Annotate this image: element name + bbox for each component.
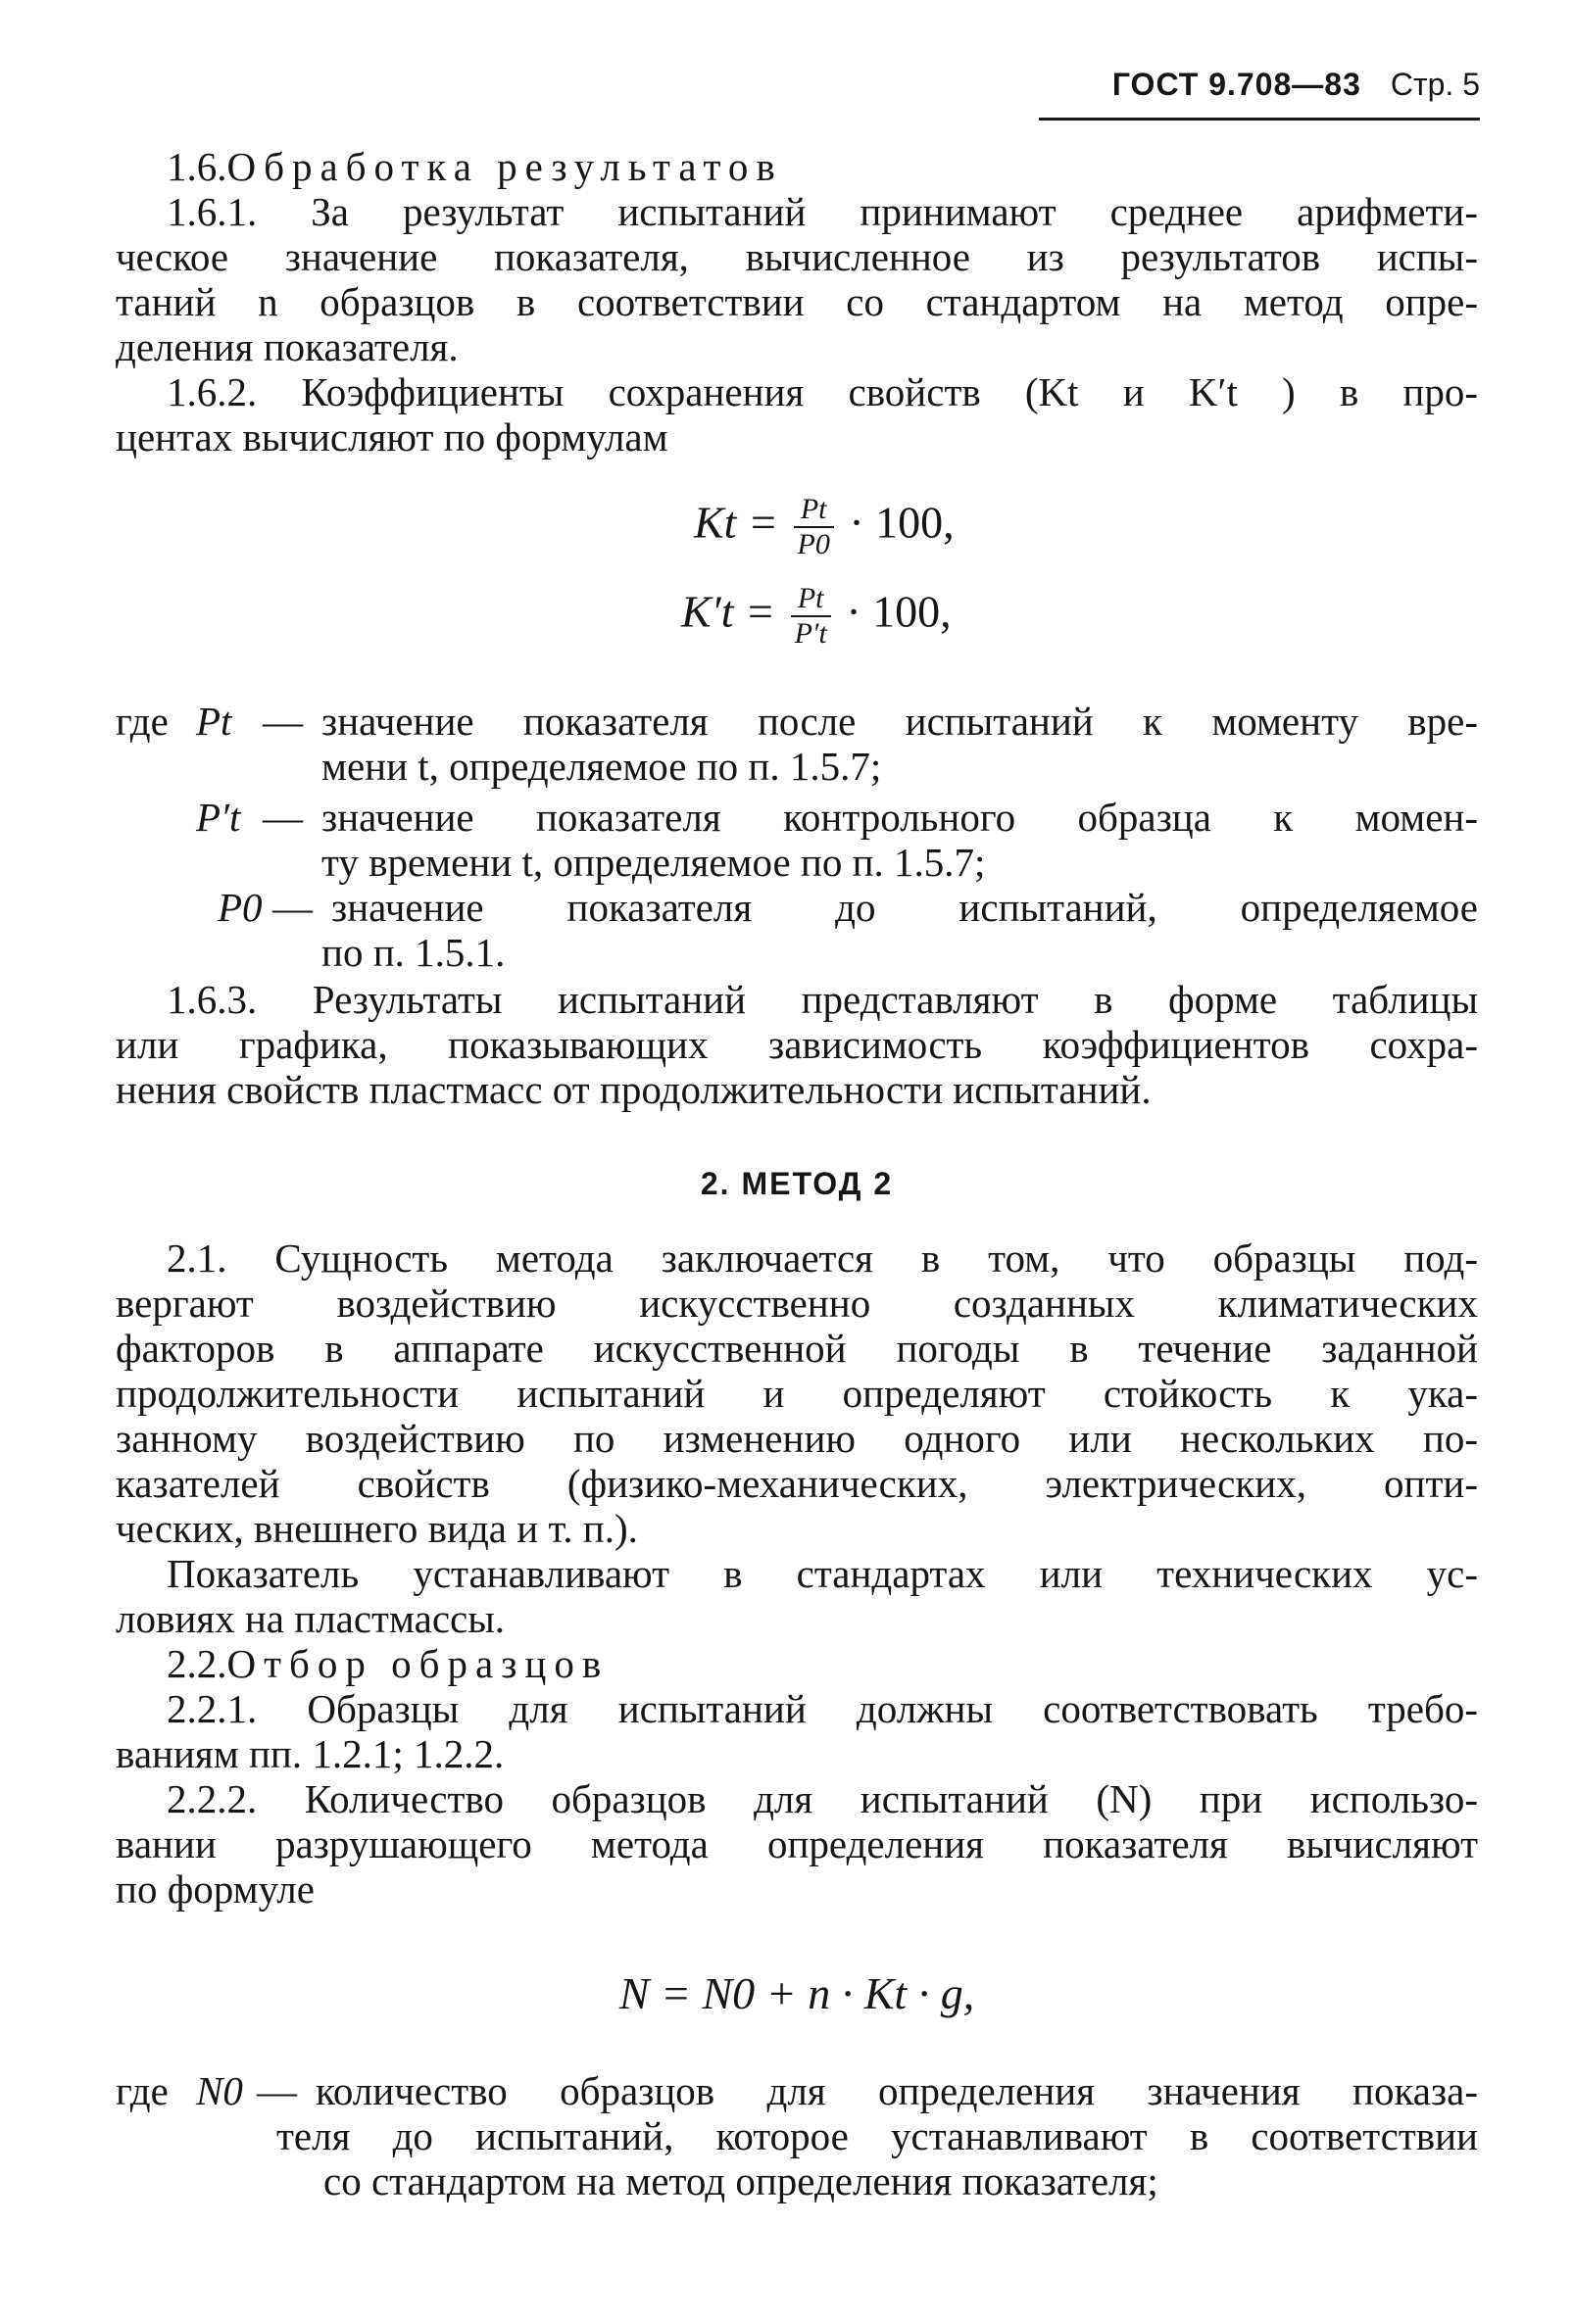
- paragraph-2-1-line: занному воздействию по изменению одного или нескольких по-: [116, 1416, 1478, 1461]
- paragraph-2-1-line: казателей свойств (физико-механических, электрических, опти-: [116, 1461, 1478, 1506]
- formula-n: N = N0 + n · Kt · g,: [618, 1968, 975, 2018]
- document-page: ГОСТ 9.708—83 Стр. 5 1.6.Обработка результатов 1.6.1. За результат испытаний принимают среднее арифмети- ческое значение показателя, вычисленное из результатов испы- таний n образцов в соответствии со стандартом на метод опре- деления показателя. 1.6.2. Коэффициенты сохранения свойств (Kt и K′t ) в про- центах вычисляют по формулам Kt = $\frac{Pt}{P0}$ · 100, K′t = $\frac{Pt}{P't}$ · 100, где Pt — значение показателя после испытаний к моменту вре- мени t, определяемое по п. 1.5.7; P′t — значение показателя контрольного образца к момен- ту времени t, определяемое по п. 1.5.7; P0 — значение показателя до испытаний, определяемое по п. 1.5.1. 1.6.3. Результаты испытаний представляют в форме таблицы или графика, показывающих зависимость коэффициентов сохра- нения свойств пластмасс от продолжительности испытаний. 2. МЕТОД 2 2.1. Сущность метода заключается в том, что образцы под- вергают воздействию искусственно созданных климатических факторов в аппарате искусственной погоды в течение заданной продолжительности испытаний и определяют стойкость к ука- занному воздействию по изменению одного или нескольких по- казателей свойств (физико-механических, электрических, опти- ческих, внешнего вида и т. п.). Показатель устанавливают в стандартах или технических ус- ловиях на пластмассы. 2.2.Отбор образцов 2.2.1. Образцы для испытаний должны соответствовать требо- ваниям пп. 1.2.1; 1.2.2. 2.2.2. Количество образцов для испытаний (N) при использо- вании разрушающего метода определения показателя вычисляют по формуле N = N0 + n · Kt · g, где N0 — количество образцов для определения значения показа- теля до испытаний, которое устанавливают в соответствии со стандартом на метод определения показателя;: [0, 0, 1573, 2324]
- definition-line: значение показателя контрольного образца к момен-: [321, 795, 1478, 840]
- paragraph-2-2-2-line: по формуле: [116, 1866, 315, 1912]
- definition-line: количество образцов для определения значения показа-: [316, 2068, 1478, 2113]
- definition-line: значение показателя после испытаний к моменту вре-: [321, 699, 1478, 744]
- symbol-n0: N0: [196, 2068, 243, 2113]
- paragraph-1-6-3-line: нения свойств пластмасс от продолжительности испытаний.: [116, 1067, 1152, 1112]
- definition-line: теля до испытаний, которое устанавливают в соответствии: [276, 2113, 1478, 2158]
- paragraph-1-6-1-line: деления показателя.: [116, 324, 459, 369]
- paragraph-1-6-2-line: 1.6.2. Коэффициенты сохранения свойств (Kt и K′t ) в про-: [167, 369, 1478, 414]
- paragraph-2-1-line: факторов в аппарате искусственной погоды в течение заданной: [116, 1326, 1478, 1371]
- paragraph-1-6-2-line: центах вычисляют по формулам: [116, 414, 668, 460]
- symbol-p0: P0: [218, 885, 263, 930]
- paragraph-1-6-3-line: или графика, показывающих зависимость коэффициентов сохра-: [116, 1022, 1478, 1067]
- fraction: $\frac{Pt}{P't}$: [791, 582, 831, 651]
- formula-kt: Kt = $\frac{Pt}{P0}$ · 100,: [694, 493, 955, 560]
- paragraph-2-2-1-line: 2.2.1. Образцы для испытаний должны соответствовать требо-: [167, 1686, 1478, 1731]
- definition-line: мени t, определяемое по п. 1.5.7;: [321, 744, 882, 789]
- paragraph-1-6-1-line: 1.6.1. За результат испытаний принимают среднее арифмети-: [167, 189, 1478, 234]
- definition-line: со стандартом на метод определения показателя;: [323, 2158, 1158, 2203]
- paragraph-2-2-2-line: 2.2.2. Количество образцов для испытаний (N) при использо-: [167, 1776, 1478, 1821]
- paragraph-2-1-line: продолжительности испытаний и определяют стойкость к ука-: [116, 1371, 1478, 1416]
- section-1-6-heading: 1.6.Обработка результатов: [167, 144, 783, 189]
- definition-line: значение показателя до испытаний, определяемое: [331, 885, 1478, 930]
- paragraph-2-1-line: вергают воздействию искусственно созданных климатических: [116, 1281, 1478, 1326]
- definition-line: ту времени t, определяемое по п. 1.5.7;: [321, 840, 986, 885]
- paragraph-2-2-1-line: ваниям пп. 1.2.1; 1.2.2.: [116, 1731, 505, 1776]
- fraction: $\frac{Pt}{P0}$: [794, 493, 834, 561]
- standard-number: ГОСТ 9.708—83: [1111, 67, 1361, 102]
- paragraph-2-1-line: 2.1. Сущность метода заключается в том, что образцы под-: [167, 1235, 1478, 1281]
- paragraph-2-1-line: ческих, внешнего вида и т. п.).: [116, 1506, 638, 1551]
- symbol-pt-prime: P′t: [196, 795, 241, 840]
- where-label: где: [116, 699, 169, 744]
- page-header: [1039, 65, 1480, 121]
- paragraph-1-6-1-line: таний n образцов в соответствии со стандартом на метод опре-: [116, 279, 1478, 324]
- where-label: где: [116, 2068, 169, 2113]
- paragraph-2-1b-line: ловиях на пластмассы.: [116, 1596, 506, 1641]
- page-number: Стр. 5: [1390, 67, 1480, 102]
- symbol-pt: Pt: [196, 699, 232, 744]
- paragraph-1-6-1-line: ческое значение показателя, вычисленное из результатов испы-: [116, 234, 1478, 279]
- section-2-2-heading: 2.2.Отбор образцов: [167, 1641, 610, 1686]
- formula-kt-prime: K′t = $\frac{Pt}{P't}$ · 100,: [681, 582, 952, 650]
- definition-line: по п. 1.5.1.: [321, 930, 506, 975]
- paragraph-2-2-2-line: вании разрушающего метода определения показателя вычисляют: [116, 1821, 1478, 1866]
- paragraph-2-1b-line: Показатель устанавливают в стандартах или технических ус-: [167, 1551, 1478, 1596]
- section-2-title: 2. МЕТОД 2: [700, 1166, 894, 1201]
- paragraph-1-6-3-line: 1.6.3. Результаты испытаний представляют в форме таблицы: [167, 977, 1478, 1022]
